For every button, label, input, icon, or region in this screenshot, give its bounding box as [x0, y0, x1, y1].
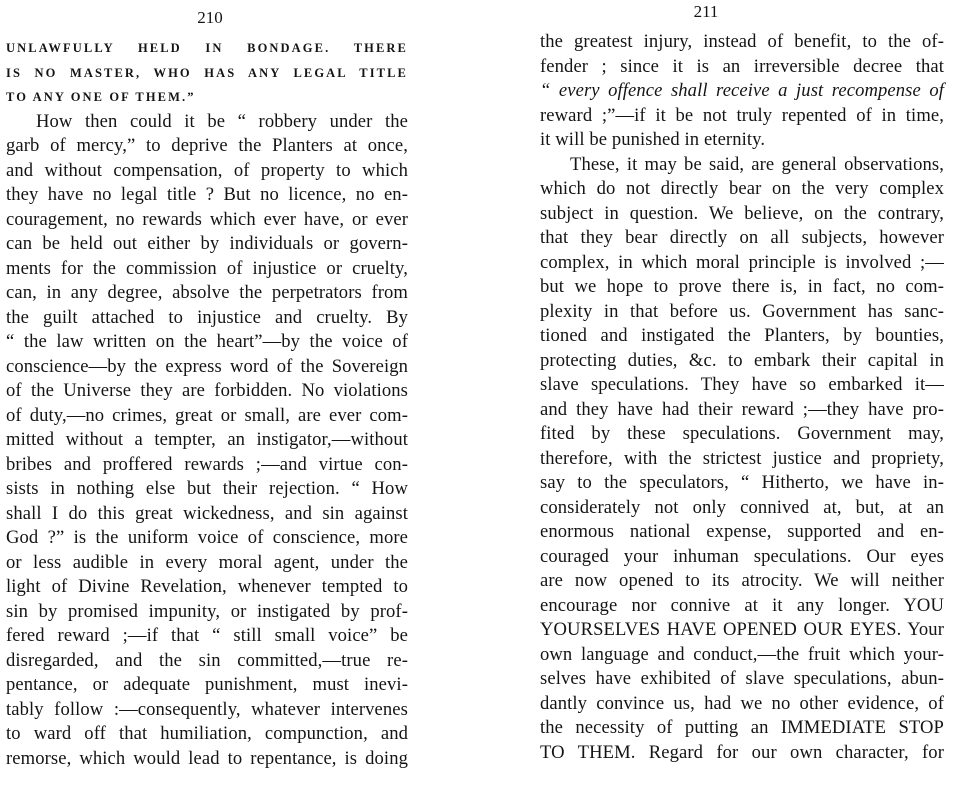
text-line: that they bear directly on all subjects, however [540, 227, 944, 248]
text-line: own language and conduct,—the fruit which your- [540, 643, 944, 665]
text-line: TO THEM. Regard for our own character, for [540, 741, 944, 763]
text-line: YOURSELVES HAVE OPENED OUR EYES. Your [540, 619, 944, 640]
text-line: light of Divine Revelation, whenever tempted to [6, 576, 408, 597]
right-page [470, 0, 980, 789]
text-line: of the Universe they are forbidden. No violations [6, 380, 408, 401]
text-line: tably follow :—consequently, whatever intervenes [6, 698, 408, 720]
text-line: God ?” is the uniform voice of conscience, more [6, 527, 408, 548]
text-line: pentance, or adequate punishment, must inevi- [6, 674, 408, 695]
text-line: tioned and instigated the Planters, by bounties, [540, 325, 944, 346]
text-line: the guilt attached to injustice and cruelty. By [6, 306, 408, 328]
page-number-right: 211 [693, 2, 719, 21]
text-line: ments for the commission of injustice or cruelty, [6, 257, 408, 279]
text-line: which do not directly bear on the very complex [540, 178, 944, 199]
text-line: slave speculations. They have so embarked it— [540, 374, 944, 395]
text-line: fered reward ;—if that “ still small voice” be [6, 625, 408, 646]
text-line: of duty,—no crimes, great or small, are ever com- [6, 404, 408, 426]
text-line: say to the speculators, “ Hitherto, we have in- [540, 472, 944, 493]
text-line: selves have exhibited of slave speculations, abun- [540, 668, 944, 689]
text-line: UNLAWFULLY HELD IN BONDAGE. THERE [6, 41, 408, 55]
text-line: but we hope to prove there is, in fact, no com- [540, 276, 944, 297]
text-line: therefore, with the strictest justice and propriety, [540, 447, 944, 469]
text-line: remorse, which would lead to repentance, is doing [6, 747, 408, 769]
text-line: sists in nothing else but their rejection. “ How [6, 478, 408, 499]
text-line: protecting duties, &c. to embark their capital in [540, 349, 944, 371]
text-line: couragement, no rewards which ever have, or ever [6, 208, 408, 230]
text-line: the greatest injury, instead of benefit, to the of- [540, 31, 944, 52]
text-line: bribes and proffered rewards ;—and virtue con- [6, 453, 408, 475]
text-line: reward ;”—if it be not truly repented of in time, [540, 104, 944, 126]
text-line: can, in any degree, absolve the perpetrators from [6, 282, 408, 303]
text-line: mitted without a tempter, an instigator,—without [6, 429, 408, 450]
text-line: couraged your inhuman speculations. Our eyes [540, 545, 944, 567]
text-line: considerately not only connived at, but, at an [540, 496, 944, 518]
text-line: “ the law written on the heart”—by the voice of [6, 331, 408, 352]
text-line: shall I do this great wickedness, and sin against [6, 502, 408, 524]
text-line: enormous national expense, supported and en- [540, 521, 944, 542]
text-line: subject in question. We believe, on the contrary, [540, 202, 944, 224]
text-line: garb of mercy,” to deprive the Planters at once, [6, 135, 408, 156]
text-line: disregarded, and the sin committed,—true re- [6, 649, 408, 671]
text-line: it will be punished in eternity. [540, 129, 766, 150]
text-line: they have no legal title ? But no licence, no en- [6, 184, 408, 205]
page-number-left: 210 [197, 8, 223, 27]
text-line: are now opened to its atrocity. We will neither [540, 570, 944, 591]
text-line: complex, in which moral principle is involved ;— [540, 251, 944, 273]
text-line: sin by promised impunity, or instigated by prof- [6, 600, 408, 622]
text-line: plexity in that before us. Government has sanc- [540, 300, 944, 322]
text-line: or less audible in every moral agent, under the [6, 551, 408, 573]
text-line: fited by these speculations. Government may, [540, 423, 944, 444]
text-line: and they have had their reward ;—they have pro- [540, 398, 944, 420]
text-line: and without compensation, of property to which [6, 159, 408, 181]
text-line: How then could it be “ robbery under the [36, 110, 408, 132]
text-line: “ every offence shall receive a just recompense of [540, 80, 944, 101]
text-line: fender ; since it is an irreversible decree that [540, 55, 944, 77]
text-line: encourage nor connive at it any longer. YOU [540, 594, 944, 616]
right-page-text [540, 30, 944, 765]
text-line: TO ANY ONE OF THEM.” [6, 90, 196, 104]
text-line: the necessity of putting an IMMEDIATE STOP [540, 717, 944, 738]
text-line: IS NO MASTER, WHO HAS ANY LEGAL TITLE [6, 65, 408, 80]
text-line: can be held out either by individuals or govern- [6, 233, 408, 254]
left-page-text [6, 36, 408, 771]
text-line: to ward off that humiliation, compunction, and [6, 723, 408, 744]
text-line: These, it may be said, are general observations, [570, 153, 944, 175]
left-page [0, 0, 470, 789]
text-line: dantly convince us, had we no other evidence, of [540, 692, 944, 714]
text-line: conscience—by the express word of the Sovereign [6, 355, 408, 377]
